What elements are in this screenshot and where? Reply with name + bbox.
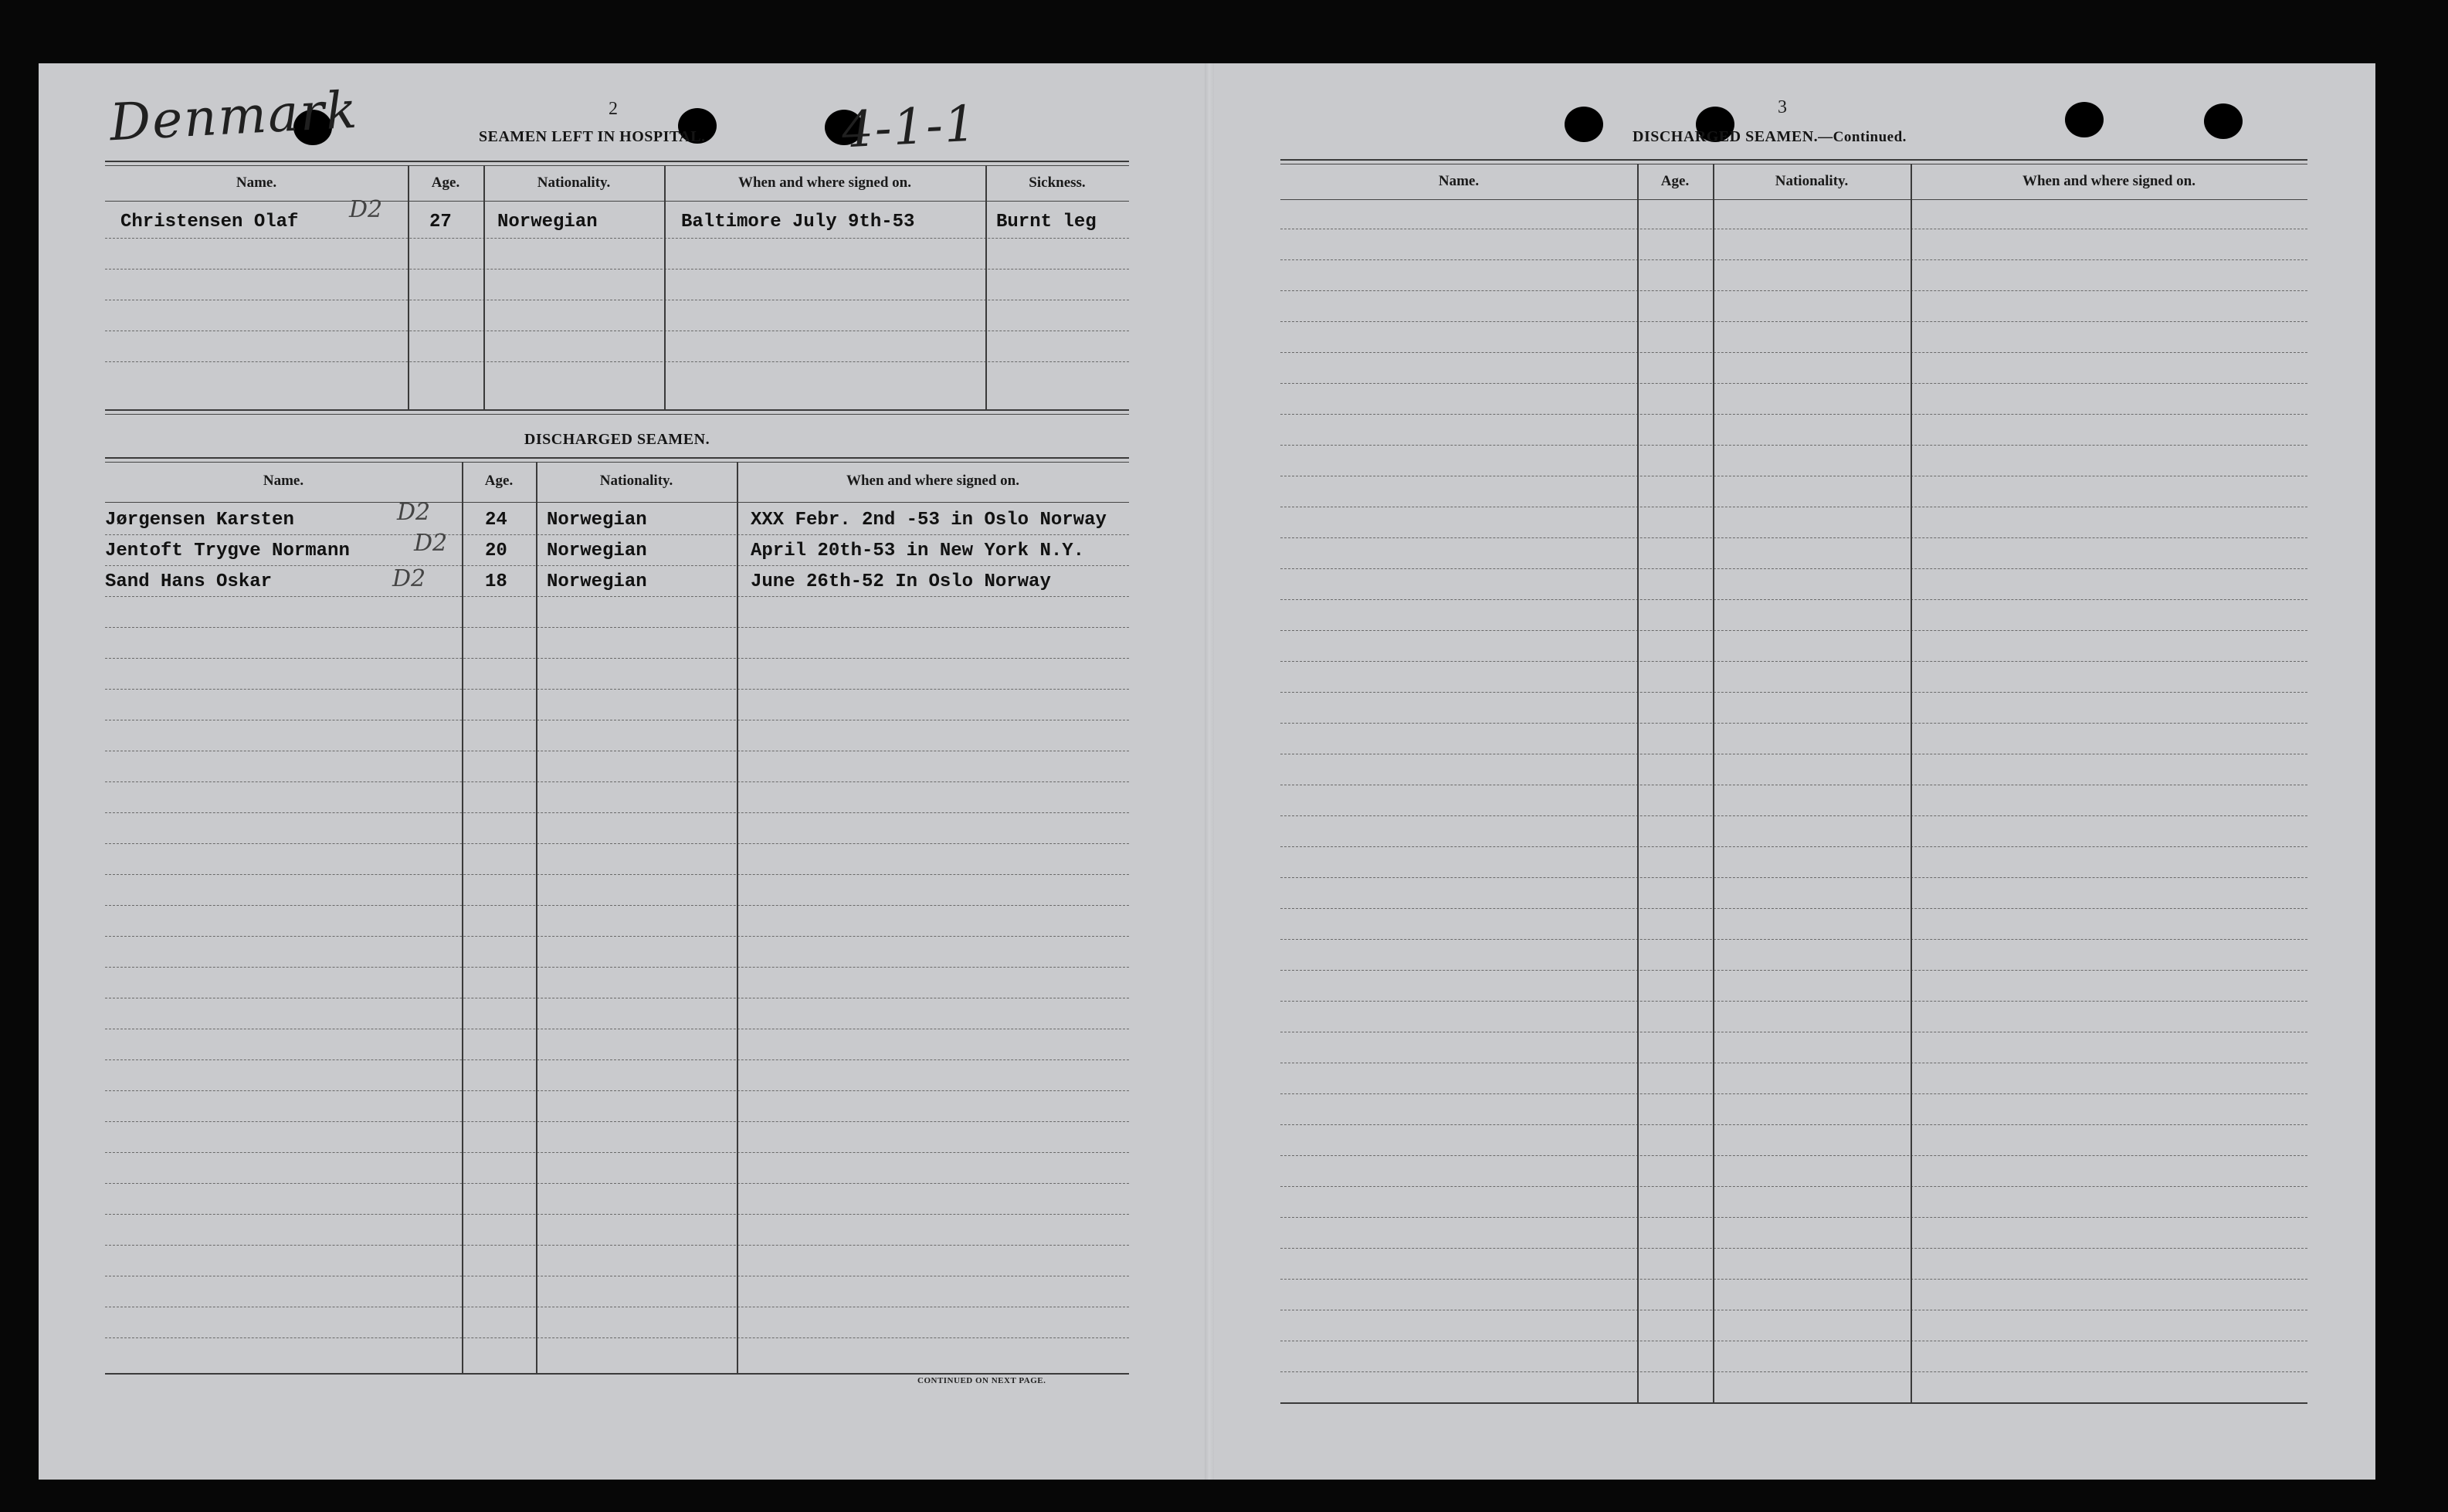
continued-footer: CONTINUED ON NEXT PAGE. (917, 1376, 1046, 1385)
column-header-nationality: Nationality. (537, 175, 611, 191)
column-header-age: Age. (1660, 173, 1690, 189)
discharged-row-name: Sand Hans Oskar (105, 571, 273, 592)
handwritten-mark: 4-1-1 (840, 95, 979, 160)
discharged-row-signed-on: XXX Febr. 2nd -53 in Oslo Norway (751, 510, 1107, 531)
discharged-row-age: 18 (485, 571, 507, 592)
discharged-row-initials: D2 (397, 499, 431, 526)
discharged-row-nationality: Norwegian (547, 571, 647, 592)
column-header-signed-on: When and where signed on. (2022, 173, 2195, 189)
right-page-title-continued: —Continued. (1818, 129, 1907, 145)
hospital-row-initials: D2 (349, 196, 383, 223)
discharged-row-nationality: Norwegian (547, 541, 647, 561)
column-header-nationality: Nationality. (599, 473, 673, 489)
discharged-row-age: 20 (485, 541, 507, 561)
column-header-name: Name. (1438, 173, 1480, 189)
discharged-row-name: Jørgensen Karsten (105, 510, 294, 531)
discharged-row-name: Jentoft Trygve Normann (105, 541, 350, 561)
right-page-title-main: DISCHARGED SEAMEN. (1633, 128, 1819, 145)
discharged-row-signed-on: June 26th-52 In Oslo Norway (751, 571, 1051, 592)
discharged-row-nationality: Norwegian (547, 510, 647, 531)
column-header-name: Name. (236, 175, 277, 191)
column-header-signed-on: When and where signed on. (846, 473, 1019, 489)
discharged-row-age: 24 (485, 510, 507, 531)
punch-hole (2065, 102, 2104, 137)
hospital-row-signed-on: Baltimore July 9th-53 (681, 212, 915, 232)
scanned-document (39, 63, 2375, 1480)
page-fold (1205, 63, 1214, 1480)
right-page-number: 3 (1778, 97, 1787, 117)
hospital-row-name: Christensen Olaf (120, 212, 299, 232)
discharged-section-title: DISCHARGED SEAMEN. (524, 431, 710, 448)
punch-hole (1565, 107, 1603, 142)
column-header-age: Age. (484, 473, 514, 489)
discharged-row-initials: D2 (392, 565, 426, 592)
hospital-row-age: 27 (429, 212, 452, 232)
column-header-nationality: Nationality. (1775, 173, 1849, 189)
discharged-row-signed-on: April 20th-53 in New York N.Y. (751, 541, 1085, 561)
hospital-row-sickness: Burnt leg (996, 212, 1097, 232)
punch-hole (2204, 103, 2243, 139)
column-header-age: Age. (431, 175, 460, 191)
right-page-title (1633, 128, 1907, 146)
left-page-number: 2 (609, 99, 618, 119)
column-header-sickness: Sickness. (1029, 175, 1086, 191)
discharged-table (105, 457, 1129, 1415)
column-header-name: Name. (263, 473, 304, 489)
hospital-section-title: SEAMEN LEFT IN HOSPITAL. (479, 128, 706, 145)
column-header-signed-on: When and where signed on. (737, 175, 911, 191)
hospital-table (105, 161, 1129, 415)
handwritten-annotation: Denmark (108, 80, 360, 153)
discharged-continued-table (1280, 159, 2307, 1426)
hospital-row-nationality: Norwegian (497, 212, 598, 232)
discharged-row-initials: D2 (414, 530, 448, 557)
